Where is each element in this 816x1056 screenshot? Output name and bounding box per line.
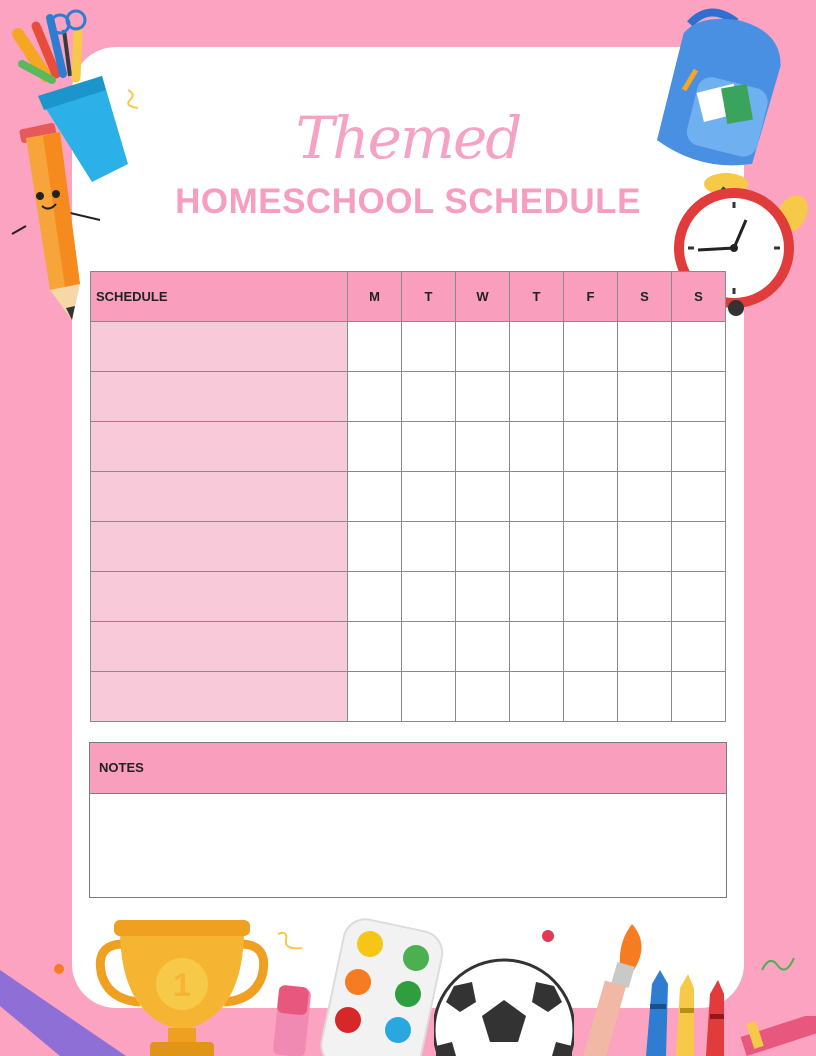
schedule-day-cell[interactable] [456, 372, 510, 422]
schedule-row [91, 622, 726, 672]
schedule-day-cell[interactable] [402, 572, 456, 622]
schedule-day-cell[interactable] [564, 622, 618, 672]
schedule-row [91, 372, 726, 422]
schedule-day-cell[interactable] [456, 422, 510, 472]
schedule-day-cell[interactable] [510, 372, 564, 422]
schedule-day-cell[interactable] [402, 322, 456, 372]
schedule-row [91, 472, 726, 522]
schedule-row [91, 322, 726, 372]
schedule-day-cell[interactable] [564, 372, 618, 422]
schedule-day-cell[interactable] [618, 422, 672, 472]
schedule-day-cell[interactable] [618, 372, 672, 422]
schedule-day-cell[interactable] [618, 522, 672, 572]
schedule-day-cell[interactable] [672, 622, 726, 672]
schedule-day-cell[interactable] [510, 422, 564, 472]
schedule-day-cell[interactable] [672, 672, 726, 722]
schedule-day-cell[interactable] [348, 522, 402, 572]
schedule-day-cell[interactable] [564, 522, 618, 572]
schedule-day-cell[interactable] [510, 572, 564, 622]
schedule-day-cell[interactable] [510, 622, 564, 672]
schedule-day-cell[interactable] [618, 672, 672, 722]
schedule-day-cell[interactable] [456, 672, 510, 722]
schedule-day-cell[interactable] [348, 422, 402, 472]
schedule-subject-cell[interactable] [91, 522, 348, 572]
notes-box [89, 742, 727, 898]
schedule-day-cell[interactable] [348, 322, 402, 372]
schedule-day-cell[interactable] [510, 522, 564, 572]
confetti-dot-icon [52, 962, 66, 976]
schedule-day-cell[interactable] [402, 672, 456, 722]
schedule-row [91, 572, 726, 622]
schedule-day-cell[interactable] [402, 372, 456, 422]
day-header-sunday: S [672, 272, 726, 322]
day-header-friday: F [564, 272, 618, 322]
schedule-day-cell[interactable] [618, 622, 672, 672]
notes-area[interactable] [90, 794, 726, 898]
schedule-day-cell[interactable] [510, 672, 564, 722]
schedule-day-cell[interactable] [564, 422, 618, 472]
soccer-ball-icon [434, 956, 574, 1056]
day-header-thursday: T [510, 272, 564, 322]
schedule-day-cell[interactable] [672, 522, 726, 572]
schedule-day-cell[interactable] [348, 372, 402, 422]
schedule-day-cell[interactable] [402, 422, 456, 472]
schedule-day-cell[interactable] [510, 472, 564, 522]
crayons-icon [636, 964, 736, 1056]
schedule-table [90, 271, 726, 722]
page-title: HOMESCHOOL SCHEDULE [175, 182, 641, 221]
marker-icon [272, 982, 314, 1056]
day-header-saturday: S [618, 272, 672, 322]
schedule-day-cell[interactable] [672, 322, 726, 372]
schedule-day-cell[interactable] [348, 472, 402, 522]
schedule-day-cell[interactable] [456, 522, 510, 572]
schedule-day-cell[interactable] [456, 572, 510, 622]
trophy-number: 1 [173, 967, 191, 1003]
schedule-day-cell[interactable] [564, 572, 618, 622]
schedule-day-cell[interactable] [402, 522, 456, 572]
day-header-monday: M [348, 272, 402, 322]
confetti-squiggle-icon [276, 930, 306, 956]
schedule-header-label: SCHEDULE [91, 272, 348, 322]
schedule-day-cell[interactable] [672, 472, 726, 522]
schedule-day-cell[interactable] [402, 472, 456, 522]
schedule-row [91, 672, 726, 722]
schedule-day-cell[interactable] [672, 372, 726, 422]
colored-pencil-icon [736, 1016, 816, 1056]
schedule-day-cell[interactable] [672, 422, 726, 472]
paint-palette-icon [318, 918, 444, 1056]
schedule-day-cell[interactable] [510, 322, 564, 372]
day-header-wednesday: W [456, 272, 510, 322]
schedule-subject-cell[interactable] [91, 422, 348, 472]
schedule-day-cell[interactable] [456, 322, 510, 372]
schedule-subject-cell[interactable] [91, 572, 348, 622]
schedule-day-cell[interactable] [564, 322, 618, 372]
schedule-day-cell[interactable] [456, 472, 510, 522]
schedule-day-cell[interactable] [672, 572, 726, 622]
schedule-day-cell[interactable] [456, 622, 510, 672]
schedule-header-row [91, 272, 726, 322]
schedule-day-cell[interactable] [402, 622, 456, 672]
schedule-subject-cell[interactable] [91, 372, 348, 422]
notes-label: NOTES [90, 743, 726, 794]
themed-script-title: Themed [295, 104, 521, 172]
schedule-subject-cell[interactable] [91, 672, 348, 722]
schedule-day-cell[interactable] [618, 472, 672, 522]
schedule-body [91, 322, 726, 722]
schedule-row [91, 522, 726, 572]
schedule-day-cell[interactable] [564, 472, 618, 522]
schedule-day-cell[interactable] [348, 672, 402, 722]
confetti-squiggle-icon [760, 950, 796, 976]
schedule-day-cell[interactable] [348, 622, 402, 672]
schedule-subject-cell[interactable] [91, 322, 348, 372]
trophy-icon [94, 914, 270, 1056]
confetti-dot-icon [540, 928, 556, 944]
schedule-subject-cell[interactable] [91, 622, 348, 672]
schedule-subject-cell[interactable] [91, 472, 348, 522]
day-header-tuesday: T [402, 272, 456, 322]
schedule-day-cell[interactable] [618, 322, 672, 372]
schedule-day-cell[interactable] [564, 672, 618, 722]
schedule-row [91, 422, 726, 472]
schedule-day-cell[interactable] [348, 572, 402, 622]
schedule-day-cell[interactable] [618, 572, 672, 622]
